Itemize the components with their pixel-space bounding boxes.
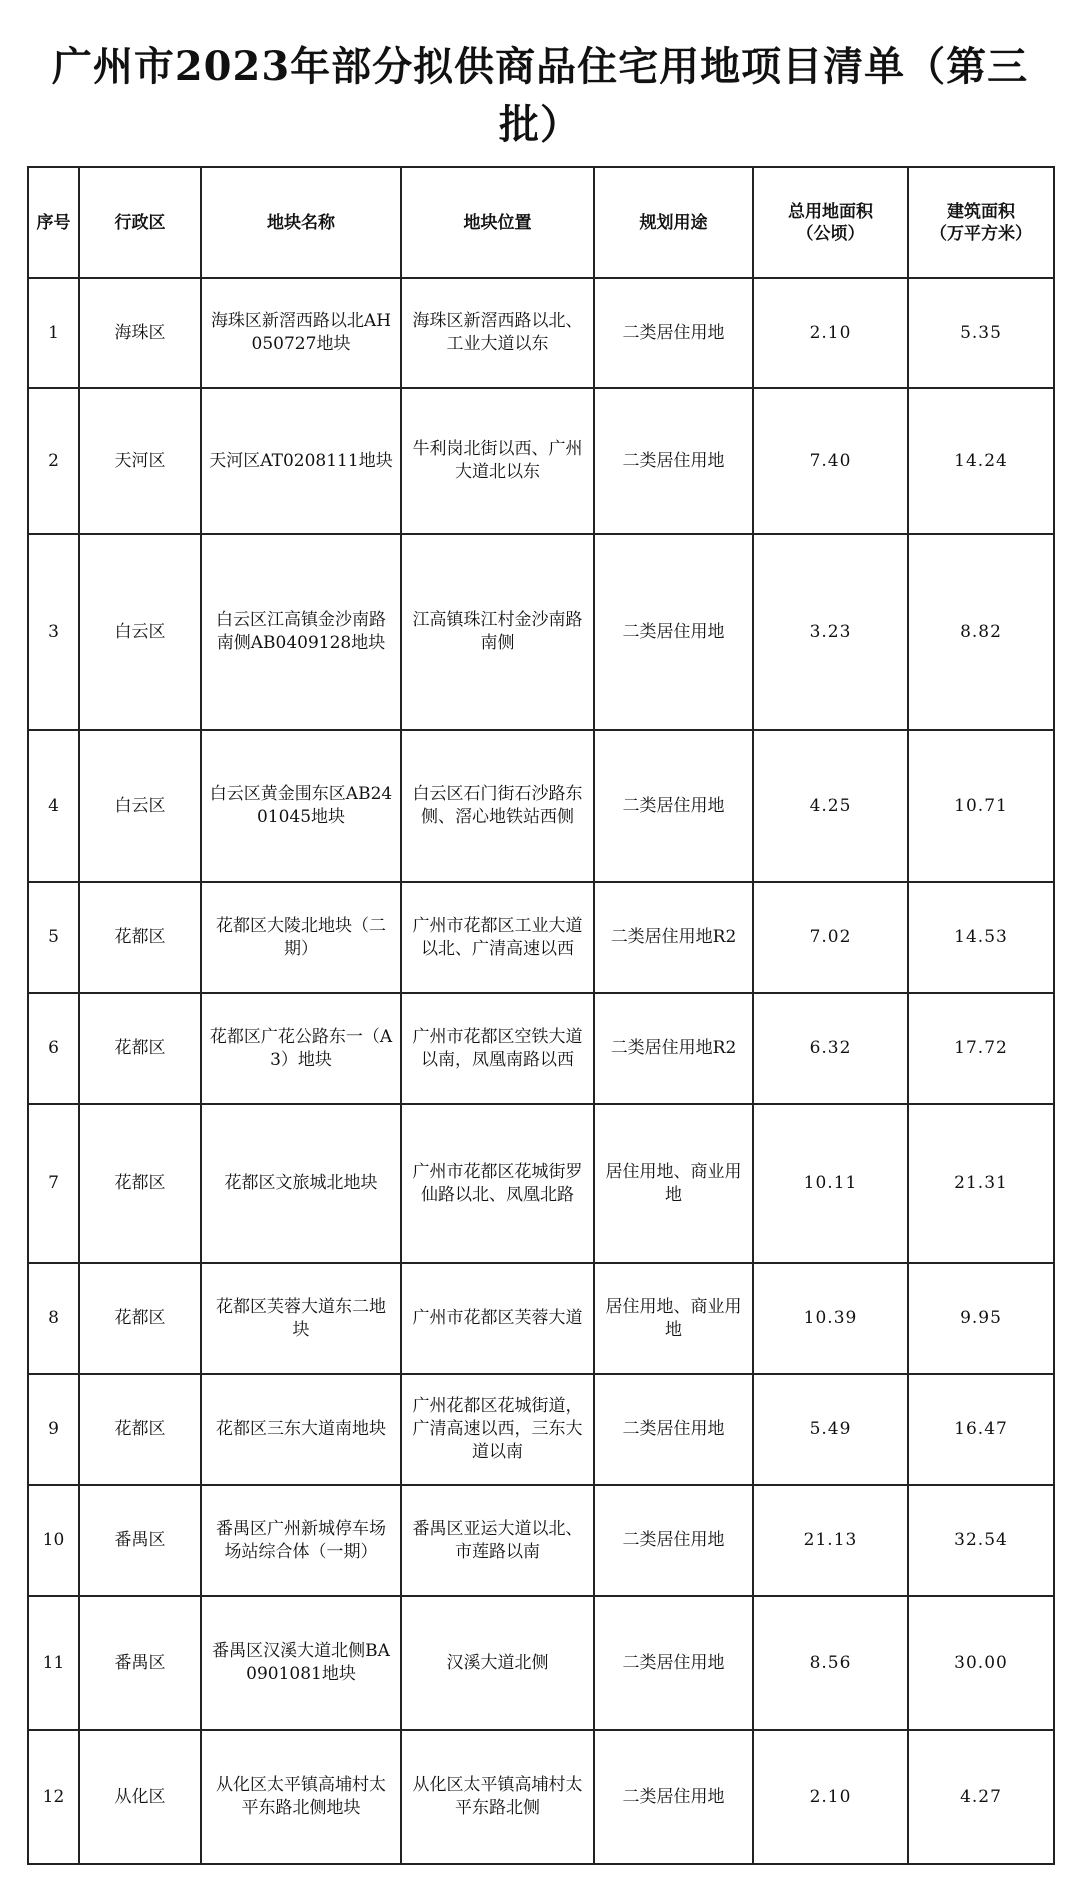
cell-plot-name: 花都区芙蓉大道东二地块 (201, 1263, 401, 1374)
cell-total-area: 7.40 (753, 388, 908, 534)
cell-planned-use: 二类居住用地 (594, 278, 753, 388)
table-row (28, 278, 1054, 388)
header-district: 行政区 (79, 167, 201, 278)
cell-floor-area: 21.31 (908, 1104, 1054, 1263)
cell-plot-location: 广州市花都区芙蓉大道 (401, 1263, 594, 1374)
cell-total-area: 6.32 (753, 993, 908, 1104)
cell-index: 7 (28, 1104, 79, 1263)
cell-floor-area: 4.27 (908, 1730, 1054, 1864)
table-row (28, 1374, 1054, 1485)
cell-planned-use: 二类居住用地 (594, 1374, 753, 1485)
header-total-area: 总用地面积 （公顷） (753, 167, 908, 278)
table-row (28, 1104, 1054, 1263)
cell-plot-name: 海珠区新滘西路以北AH050727地块 (201, 278, 401, 388)
cell-plot-location: 广州市花都区花城街罗仙路以北、凤凰北路 (401, 1104, 594, 1263)
table-body (28, 278, 1054, 1864)
cell-index: 12 (28, 1730, 79, 1864)
cell-planned-use: 二类居住用地 (594, 1730, 753, 1864)
land-project-table (27, 166, 1055, 1865)
cell-plot-name: 天河区AT0208111地块 (201, 388, 401, 534)
cell-plot-name: 花都区三东大道南地块 (201, 1374, 401, 1485)
cell-district: 番禺区 (79, 1596, 201, 1730)
cell-planned-use: 二类居住用地 (594, 388, 753, 534)
header-floor-area: 建筑面积 （万平方米） (908, 167, 1054, 278)
table-row (28, 1596, 1054, 1730)
cell-district: 花都区 (79, 882, 201, 993)
cell-planned-use: 二类居住用地R2 (594, 993, 753, 1104)
cell-plot-location: 汉溪大道北侧 (401, 1596, 594, 1730)
cell-floor-area: 32.54 (908, 1485, 1054, 1596)
cell-floor-area: 16.47 (908, 1374, 1054, 1485)
cell-planned-use: 居住用地、商业用地 (594, 1104, 753, 1263)
cell-plot-location: 江高镇珠江村金沙南路南侧 (401, 534, 594, 730)
cell-plot-location: 从化区太平镇高埔村太平东路北侧 (401, 1730, 594, 1864)
cell-plot-location: 白云区石门街石沙路东侧、滘心地铁站西侧 (401, 730, 594, 882)
cell-plot-location: 广州花都区花城街道，广清高速以西，三东大道以南 (401, 1374, 594, 1485)
table-row (28, 730, 1054, 882)
cell-total-area: 5.49 (753, 1374, 908, 1485)
cell-total-area: 21.13 (753, 1485, 908, 1596)
cell-plot-name: 番禺区广州新城停车场场站综合体（一期） (201, 1485, 401, 1596)
cell-floor-area: 8.82 (908, 534, 1054, 730)
cell-district: 花都区 (79, 1104, 201, 1263)
cell-plot-name: 花都区文旅城北地块 (201, 1104, 401, 1263)
table-row (28, 388, 1054, 534)
cell-district: 从化区 (79, 1730, 201, 1864)
cell-planned-use: 二类居住用地 (594, 730, 753, 882)
cell-total-area: 4.25 (753, 730, 908, 882)
cell-index: 6 (28, 993, 79, 1104)
cell-index: 1 (28, 278, 79, 388)
cell-total-area: 2.10 (753, 278, 908, 388)
cell-district: 白云区 (79, 730, 201, 882)
cell-district: 花都区 (79, 1263, 201, 1374)
cell-floor-area: 10.71 (908, 730, 1054, 882)
cell-district: 海珠区 (79, 278, 201, 388)
cell-district: 花都区 (79, 1374, 201, 1485)
cell-floor-area: 14.53 (908, 882, 1054, 993)
table-row (28, 1263, 1054, 1374)
cell-plot-name: 花都区广花公路东一（A3）地块 (201, 993, 401, 1104)
cell-total-area: 3.23 (753, 534, 908, 730)
cell-floor-area: 14.24 (908, 388, 1054, 534)
cell-total-area: 10.39 (753, 1263, 908, 1374)
cell-floor-area: 30.00 (908, 1596, 1054, 1730)
header-index: 序号 (28, 167, 79, 278)
cell-plot-location: 牛利岗北街以西、广州大道北以东 (401, 388, 594, 534)
cell-district: 天河区 (79, 388, 201, 534)
cell-plot-location: 番禺区亚运大道以北、市莲路以南 (401, 1485, 594, 1596)
header-plot-location: 地块位置 (401, 167, 594, 278)
cell-index: 5 (28, 882, 79, 993)
cell-district: 花都区 (79, 993, 201, 1104)
cell-plot-name: 白云区江高镇金沙南路南侧AB0409128地块 (201, 534, 401, 730)
cell-index: 9 (28, 1374, 79, 1485)
cell-index: 8 (28, 1263, 79, 1374)
cell-index: 3 (28, 534, 79, 730)
header-plot-name: 地块名称 (201, 167, 401, 278)
page-title: 广州市2023年部分拟供商品住宅用地项目清单（第三批） (51, 43, 1029, 148)
cell-total-area: 2.10 (753, 1730, 908, 1864)
cell-floor-area: 5.35 (908, 278, 1054, 388)
cell-district: 白云区 (79, 534, 201, 730)
cell-planned-use: 二类居住用地 (594, 534, 753, 730)
cell-planned-use: 二类居住用地 (594, 1596, 753, 1730)
cell-total-area: 7.02 (753, 882, 908, 993)
cell-plot-location: 广州市花都区工业大道以北、广清高速以西 (401, 882, 594, 993)
cell-plot-name: 番禺区汉溪大道北侧BA0901081地块 (201, 1596, 401, 1730)
header-planned-use: 规划用途 (594, 167, 753, 278)
cell-index: 4 (28, 730, 79, 882)
cell-plot-location: 广州市花都区空铁大道以南，凤凰南路以西 (401, 993, 594, 1104)
cell-plot-location: 海珠区新滘西路以北、工业大道以东 (401, 278, 594, 388)
cell-plot-name: 从化区太平镇高埔村太平东路北侧地块 (201, 1730, 401, 1864)
cell-plot-name: 花都区大陵北地块（二期） (201, 882, 401, 993)
cell-planned-use: 居住用地、商业用地 (594, 1263, 753, 1374)
table-header-row (28, 167, 1054, 278)
table-row (28, 1485, 1054, 1596)
table-row (28, 993, 1054, 1104)
table-row (28, 882, 1054, 993)
cell-district: 番禺区 (79, 1485, 201, 1596)
cell-index: 2 (28, 388, 79, 534)
cell-total-area: 8.56 (753, 1596, 908, 1730)
cell-total-area: 10.11 (753, 1104, 908, 1263)
cell-index: 10 (28, 1485, 79, 1596)
cell-planned-use: 二类居住用地 (594, 1485, 753, 1596)
table-row (28, 1730, 1054, 1864)
cell-index: 11 (28, 1596, 79, 1730)
cell-planned-use: 二类居住用地R2 (594, 882, 753, 993)
cell-floor-area: 9.95 (908, 1263, 1054, 1374)
cell-floor-area: 17.72 (908, 993, 1054, 1104)
cell-plot-name: 白云区黄金围东区AB2401045地块 (201, 730, 401, 882)
table-row (28, 534, 1054, 730)
